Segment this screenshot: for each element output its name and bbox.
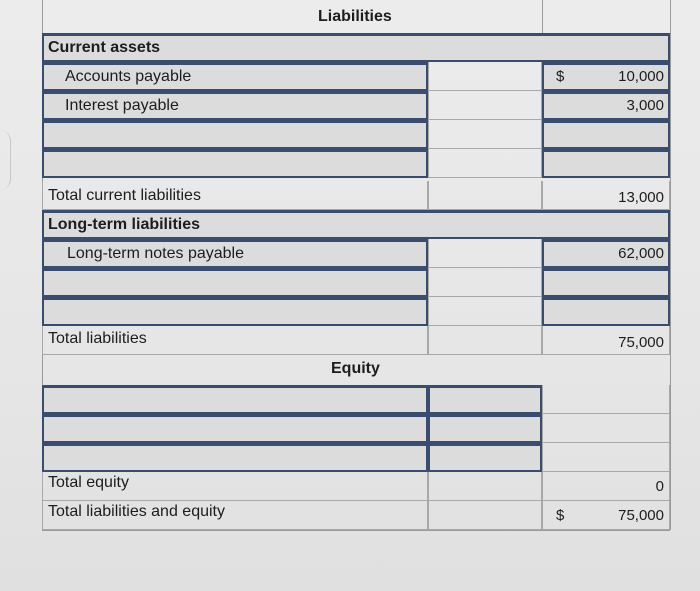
long-term-notes-payable-amount: 62,000 [618,245,664,262]
table-row [42,443,670,472]
currency-symbol: $ [556,68,565,85]
table-row [42,414,670,443]
table-row [42,62,670,91]
table-row [42,181,670,210]
blank-amount-field[interactable] [542,297,670,326]
table-row [42,326,670,356]
accounts-payable-label: Accounts payable [65,68,192,85]
table-row [42,33,670,62]
page-edge-shadow [0,130,11,190]
currency-symbol: $ [556,507,565,524]
blank-label-field[interactable] [42,120,428,149]
total-current-liabilities-amount: 13,000 [618,189,664,206]
liabilities-heading: Liabilities [318,8,392,25]
table-row [42,120,670,149]
equity-label-field[interactable] [42,385,428,414]
blank-amount-field[interactable] [542,268,670,297]
amount-cell [542,443,670,472]
accounts-payable-amount: 10,000 [618,68,664,85]
long-term-liabilities-label: Long-term liabilities [48,216,201,233]
middle-column-cell [428,149,542,178]
table-row [42,210,670,239]
blank-label-field[interactable] [42,149,428,178]
interest-payable-amount: 3,000 [626,97,664,114]
middle-column-cell [428,501,542,530]
middle-column-cell [428,268,542,297]
current-assets-label: Current assets [48,39,161,56]
blank-label-field[interactable] [42,297,428,326]
middle-column-cell [428,297,542,326]
interest-payable-label: Interest payable [65,97,179,114]
middle-column-cell [428,239,542,268]
table-row [42,149,670,178]
middle-column-cell [428,91,542,120]
blank-label-field[interactable] [42,268,428,297]
total-liabilities-and-equity-amount: 75,000 [618,507,664,524]
blank-amount-field[interactable] [542,149,670,178]
middle-column-cell [428,472,542,501]
equity-amount-field[interactable] [428,414,542,443]
amount-cell [542,414,670,443]
middle-column-cell [428,62,542,91]
total-liabilities-label: Total liabilities [48,330,147,347]
middle-column-cell [428,181,542,210]
table-row [42,239,670,268]
middle-column-cell [428,120,542,149]
header-col-divider [542,0,543,33]
middle-column-cell [428,326,542,355]
table-row [42,501,670,530]
total-equity-label: Total equity [48,474,129,491]
amount-cell [542,385,670,414]
table-row [42,385,670,414]
total-liabilities-and-equity-label: Total liabilities and equity [48,503,225,520]
table-bottom-border [42,530,670,531]
equity-heading: Equity [331,360,380,377]
table-right-border [670,0,671,530]
table-row [42,268,670,297]
total-liabilities-amount: 75,000 [618,334,664,351]
blank-amount-field[interactable] [542,120,670,149]
amount-cell [542,472,670,501]
total-current-liabilities-label: Total current liabilities [48,187,201,204]
table-row [42,297,670,326]
equity-amount-field[interactable] [428,385,542,414]
equity-label-field[interactable] [42,414,428,443]
equity-amount-field[interactable] [428,443,542,472]
table-row [42,91,670,120]
total-equity-amount: 0 [655,478,664,495]
long-term-notes-payable-label: Long-term notes payable [67,245,244,262]
